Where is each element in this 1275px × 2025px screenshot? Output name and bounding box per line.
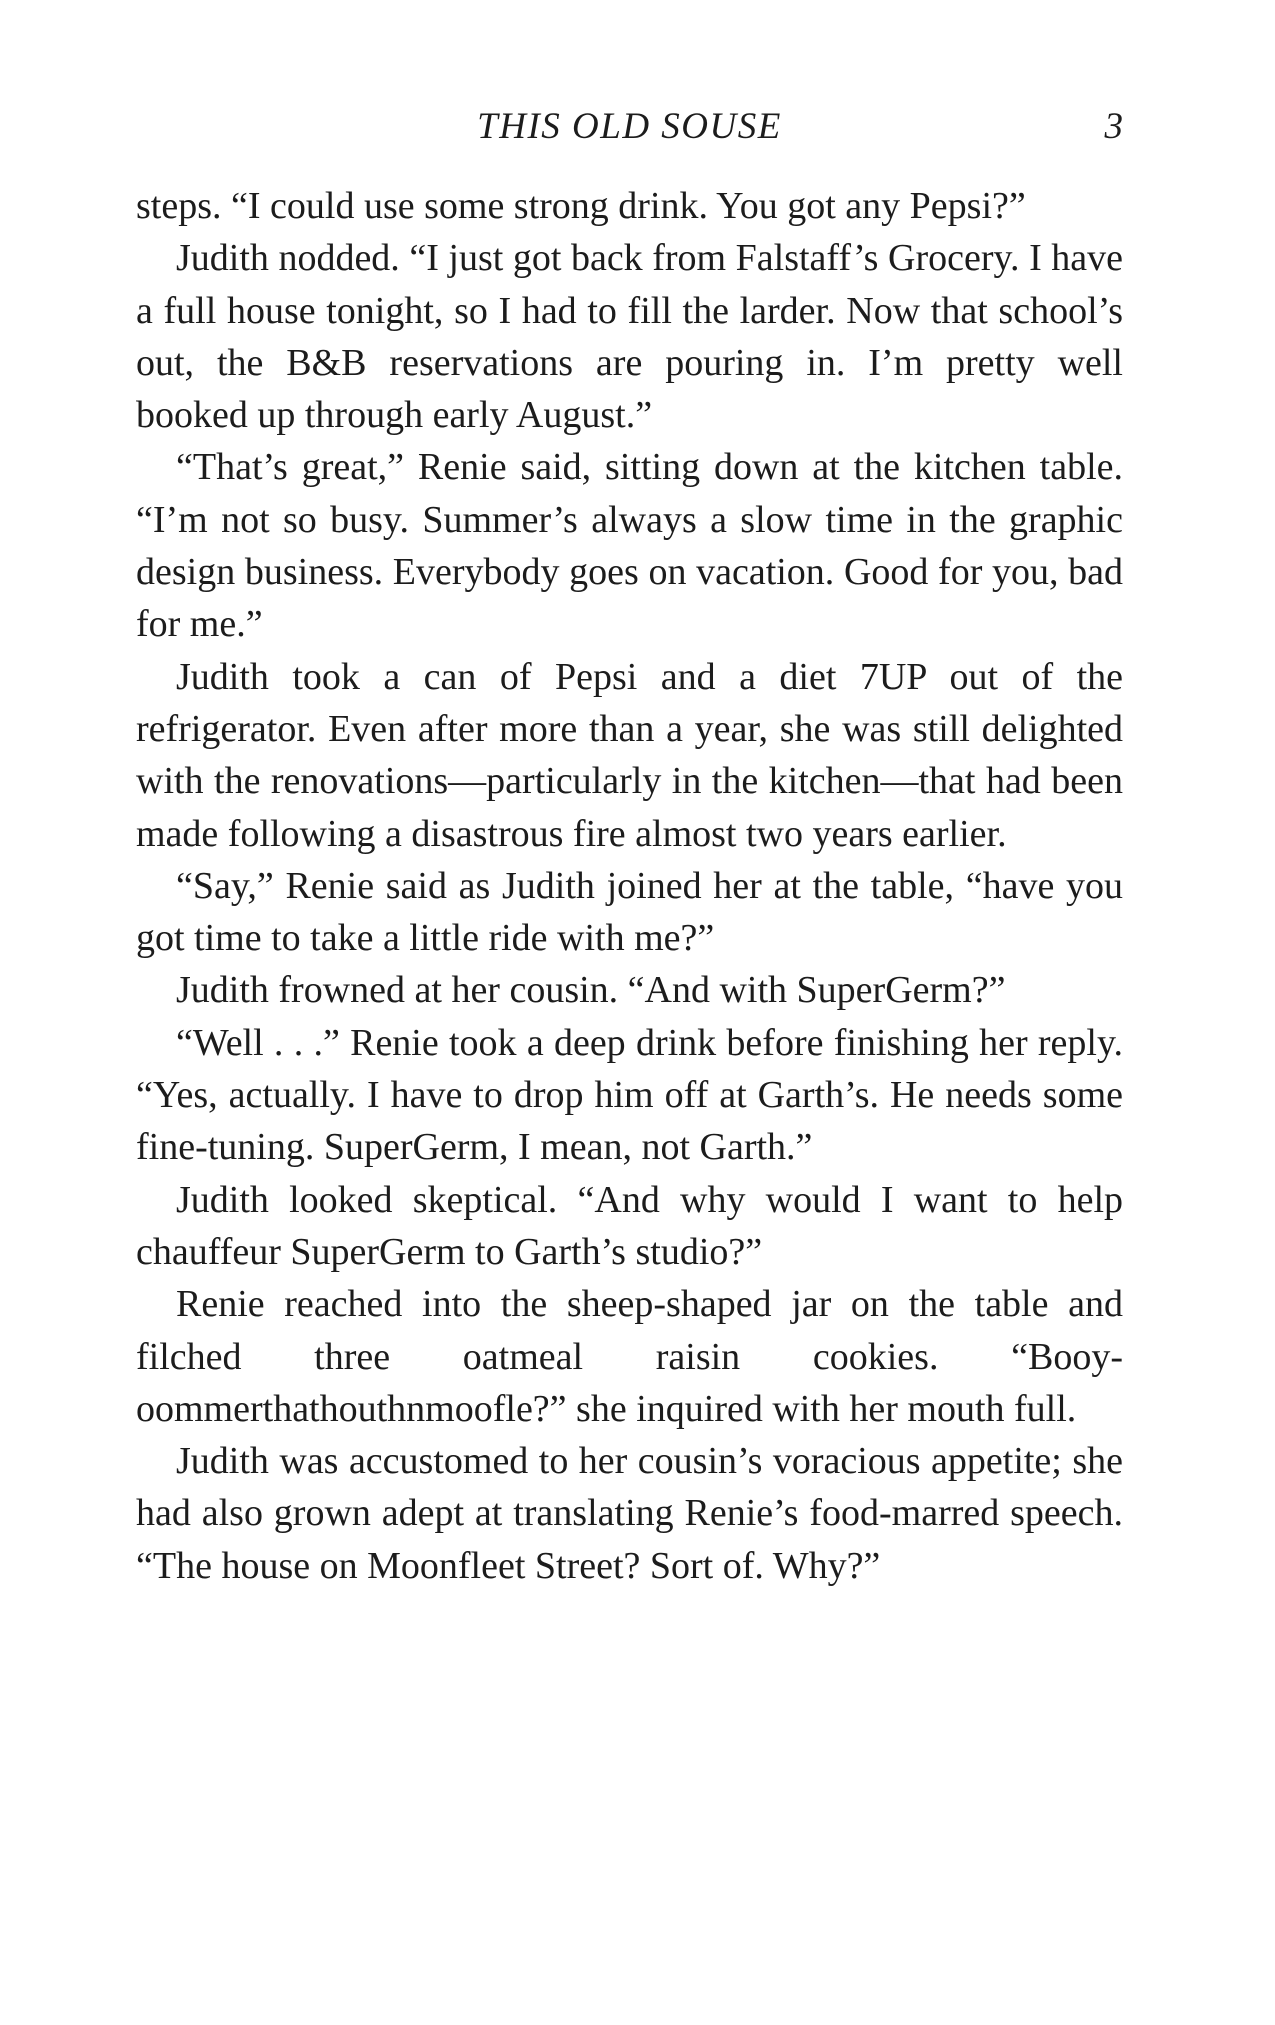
running-title: THIS OLD SOUSE — [477, 106, 782, 147]
paragraph: “Well . . .” Renie took a deep drink before finishing her reply. “Yes, actually. I have to drop him off at Garth’s. He needs some fine-tuning. SuperGerm, I mean, not Garth.” — [136, 1021, 1123, 1169]
paragraph: Judith took a can of Pepsi and a diet 7UP out of the refrigerator. Even after more than a year, she was still delighted with the renovations—particularly in the kitchen—that had been made following a disastrous fire almost two years earlier. — [136, 655, 1123, 855]
paragraph: Renie reached into the sheep-shaped jar on the table and filched three oatmeal raisin cookies. “Booyoommerthathouthnmoofle?” she inquired with her mouth full. — [136, 1283, 1123, 1430]
paragraph: Judith frowned at her cousin. “And with SuperGerm?” — [176, 969, 1006, 1012]
paragraph: steps. “I could use some strong drink. You got any Pepsi?” — [136, 185, 1026, 227]
page-number: 3 — [1104, 106, 1123, 147]
running-head — [136, 102, 1123, 152]
paragraph: Judith looked skeptical. “And why would I want to help chauffeur SuperGerm to Garth’s studio?” — [136, 1178, 1123, 1273]
body-text — [136, 180, 1123, 1592]
paragraph: “That’s great,” Renie said, sitting down at the kitchen table. “I’m not so busy. Summer’s always a slow time in the graphic design business. Everybody goes on vacation. Good for you, bad for me.” — [136, 446, 1123, 646]
paragraph: Judith nodded. “I just got back from Falstaff’s Grocery. I have a full house tonight, so I had to fill the larder. Now that school’s out, the B&B reservations are pouring in. I’m pretty well booked up through early August.” — [136, 237, 1123, 437]
paragraph: “Say,” Renie said as Judith joined her at the table, “have you got time to take a little ride with me?” — [136, 864, 1123, 960]
paragraph: Judith was accustomed to her cousin’s voracious appetite; she had also grown adept at translating Renie’s food-marred speech. “The house on Moonfleet Street? Sort of. Why?” — [136, 1440, 1123, 1587]
